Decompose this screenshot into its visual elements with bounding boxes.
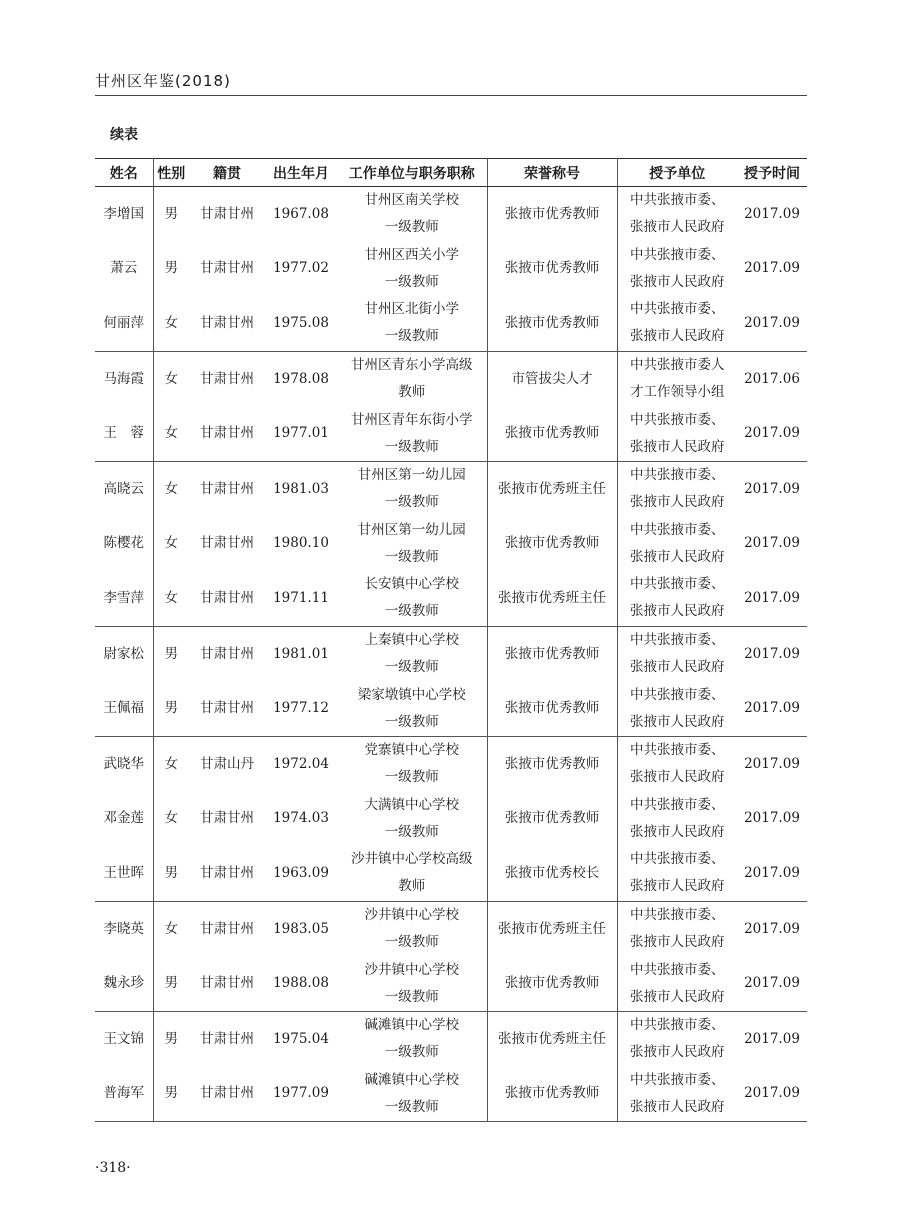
cell-honor: 张掖市优秀教师 xyxy=(487,626,617,681)
cell-grantor xyxy=(617,626,737,681)
column-header: 籍贯 xyxy=(189,159,265,187)
cell-gender: 男 xyxy=(164,864,178,881)
cell-name: 王 蓉 xyxy=(95,406,153,461)
cell-gender: 男 xyxy=(164,205,178,222)
cell-gender: 女 xyxy=(164,314,178,331)
cell-name: 王世晖 xyxy=(95,846,153,901)
header-rule xyxy=(95,95,807,96)
table-row xyxy=(95,736,807,791)
cell-origin: 甘肃甘州 xyxy=(200,314,254,331)
cell-date: 2017.09 xyxy=(737,626,807,681)
cell-gender: 女 xyxy=(153,351,189,406)
cell-origin: 甘肃甘州 xyxy=(189,626,265,681)
cell-work-unit-line: 沙井镇中心学校 xyxy=(364,961,459,978)
cell-grantor-line: 中共张掖市委、 xyxy=(630,851,725,868)
cell-grantor-line: 中共张掖市委人 xyxy=(630,357,725,374)
cell-date: 2017.09 xyxy=(737,1011,807,1066)
column-header: 出生年月 xyxy=(265,159,337,187)
cell-date: 2017.09 xyxy=(737,1067,807,1122)
cell-origin: 甘肃甘州 xyxy=(200,810,254,827)
cell-grantor-line: 中共张掖市委、 xyxy=(630,742,725,759)
cell-work-unit xyxy=(337,626,487,681)
cell-origin: 甘肃甘州 xyxy=(200,260,254,277)
table-row xyxy=(95,956,807,1011)
cell-honor: 张掖市优秀教师 xyxy=(487,187,617,242)
cell-work-unit-line: 一级教师 xyxy=(384,659,439,676)
cell-work-unit-line: 甘州区北街小学 xyxy=(364,301,459,318)
cell-work-unit-line: 甘州区第一幼儿园 xyxy=(357,521,466,538)
cell-date: 2017.09 xyxy=(744,260,800,277)
cell-work-unit-line: 一级教师 xyxy=(384,494,439,511)
cell-work-unit-line: 碱滩镇中心学校 xyxy=(364,1071,459,1088)
cell-grantor-line: 中共张掖市委、 xyxy=(630,907,725,924)
cell-grantor-line: 张掖市人民政府 xyxy=(630,438,725,455)
cell-work-unit xyxy=(337,187,487,242)
cell-work-unit-line: 甘州区西关小学 xyxy=(364,246,459,263)
table-row xyxy=(95,792,807,847)
table-row xyxy=(95,461,807,516)
cell-name: 萧云 xyxy=(95,242,153,297)
cell-work-unit-line: 一级教师 xyxy=(384,713,439,730)
cell-honor: 张掖市优秀班主任 xyxy=(487,1011,617,1066)
table-row xyxy=(95,517,807,572)
cell-name: 陈樱花 xyxy=(95,517,153,572)
cell-grantor-line: 张掖市人民政府 xyxy=(630,659,725,676)
cell-work-unit-line: 一级教师 xyxy=(384,219,439,236)
cell-work-unit xyxy=(337,792,487,847)
cell-work-unit-line: 一级教师 xyxy=(384,1044,439,1061)
cell-gender: 男 xyxy=(164,975,178,992)
cell-name: 王佩福 xyxy=(95,681,153,736)
cell-work-unit xyxy=(337,681,487,736)
cell-work-unit xyxy=(337,242,487,297)
cell-grantor-line: 中共张掖市委、 xyxy=(630,576,725,593)
cell-date: 2017.09 xyxy=(744,425,800,442)
cell-name: 尉家松 xyxy=(95,626,153,681)
cell-honor: 张掖市优秀教师 xyxy=(487,736,617,791)
cell-work-unit-line: 一级教师 xyxy=(384,328,439,345)
cell-birth: 1967.08 xyxy=(273,205,329,222)
cell-work-unit-line: 长安镇中心学校 xyxy=(364,576,459,593)
column-header: 工作单位与职务职称 xyxy=(337,159,487,187)
table-row xyxy=(95,351,807,406)
cell-grantor-line: 中共张掖市委、 xyxy=(630,632,725,649)
cell-birth: 1974.03 xyxy=(273,810,329,827)
cell-work-unit-line: 一级教师 xyxy=(384,548,439,565)
page-number: ·318· xyxy=(95,1160,131,1176)
cell-birth: 1975.04 xyxy=(265,1011,337,1066)
table-row xyxy=(95,681,807,736)
cell-grantor-line: 张掖市人民政府 xyxy=(630,328,725,345)
cell-grantor-line: 张掖市人民政府 xyxy=(630,988,725,1005)
cell-gender: 女 xyxy=(164,425,178,442)
cell-work-unit xyxy=(337,461,487,516)
cell-grantor xyxy=(617,901,737,956)
cell-gender: 男 xyxy=(153,626,189,681)
cell-date: 2017.06 xyxy=(737,351,807,406)
cell-work-unit-line: 教师 xyxy=(398,878,426,895)
table-continued-label: 续表 xyxy=(110,127,138,143)
cell-work-unit-line: 甘州区青年东街小学 xyxy=(351,411,473,428)
cell-grantor xyxy=(617,736,737,791)
cell-honor: 张掖市优秀教师 xyxy=(487,517,617,572)
cell-work-unit-line: 甘州区南关学校 xyxy=(364,192,459,209)
cell-origin: 甘肃甘州 xyxy=(200,425,254,442)
cell-grantor-line: 张掖市人民政府 xyxy=(630,1044,725,1061)
cell-grantor-line: 张掖市人民政府 xyxy=(630,878,725,895)
cell-work-unit xyxy=(337,571,487,626)
cell-grantor-line: 张掖市人民政府 xyxy=(630,219,725,236)
cell-grantor xyxy=(617,792,737,847)
cell-name: 邓金莲 xyxy=(95,792,153,847)
cell-origin: 甘肃甘州 xyxy=(189,901,265,956)
cell-grantor-line: 张掖市人民政府 xyxy=(630,548,725,565)
cell-work-unit-line: 一级教师 xyxy=(384,823,439,840)
cell-work-unit-line: 党寨镇中心学校 xyxy=(364,742,459,759)
honor-table xyxy=(95,158,807,1122)
table-row xyxy=(95,406,807,461)
table-header-row xyxy=(95,159,807,187)
cell-work-unit-line: 梁家墩镇中心学校 xyxy=(357,686,466,703)
cell-grantor-line: 中共张掖市委、 xyxy=(630,246,725,263)
cell-date: 2017.09 xyxy=(744,205,800,222)
cell-grantor-line: 张掖市人民政府 xyxy=(630,769,725,786)
cell-grantor-line: 中共张掖市委、 xyxy=(630,467,725,484)
cell-grantor-line: 中共张掖市委、 xyxy=(630,1017,725,1034)
cell-gender: 男 xyxy=(164,700,178,717)
cell-birth: 1978.08 xyxy=(265,351,337,406)
table-row xyxy=(95,901,807,956)
cell-work-unit-line: 一级教师 xyxy=(384,934,439,951)
cell-work-unit xyxy=(337,846,487,901)
cell-grantor-line: 中共张掖市委、 xyxy=(630,521,725,538)
cell-name: 高晓云 xyxy=(95,461,153,516)
cell-date: 2017.09 xyxy=(744,535,800,552)
cell-name: 王文锦 xyxy=(95,1011,153,1066)
cell-birth: 1977.01 xyxy=(273,425,329,442)
cell-honor: 张掖市优秀教师 xyxy=(487,242,617,297)
column-header: 授予时间 xyxy=(737,159,807,187)
cell-grantor xyxy=(617,956,737,1011)
cell-gender: 女 xyxy=(153,901,189,956)
cell-work-unit xyxy=(337,406,487,461)
cell-birth: 1977.02 xyxy=(273,260,329,277)
cell-grantor xyxy=(617,517,737,572)
cell-name: 马海霞 xyxy=(95,351,153,406)
cell-work-unit-line: 一级教师 xyxy=(384,273,439,290)
cell-birth: 1981.03 xyxy=(265,461,337,516)
column-header: 授予单位 xyxy=(617,159,737,187)
cell-grantor-line: 中共张掖市委、 xyxy=(630,192,725,209)
cell-grantor-line: 张掖市人民政府 xyxy=(630,273,725,290)
table-row xyxy=(95,1067,807,1122)
cell-gender: 男 xyxy=(153,1011,189,1066)
cell-grantor xyxy=(617,461,737,516)
cell-grantor-line: 张掖市人民政府 xyxy=(630,934,725,951)
cell-honor: 张掖市优秀班主任 xyxy=(487,571,617,626)
cell-date: 2017.09 xyxy=(737,736,807,791)
cell-gender: 女 xyxy=(153,736,189,791)
cell-date: 2017.09 xyxy=(737,901,807,956)
cell-birth: 1981.01 xyxy=(265,626,337,681)
cell-origin: 甘肃甘州 xyxy=(200,975,254,992)
cell-grantor-line: 中共张掖市委、 xyxy=(630,301,725,318)
cell-date: 2017.09 xyxy=(744,700,800,717)
cell-origin: 甘肃甘州 xyxy=(189,1067,265,1122)
cell-grantor xyxy=(617,242,737,297)
cell-honor: 张掖市优秀教师 xyxy=(487,1067,617,1122)
cell-grantor-line: 中共张掖市委、 xyxy=(630,411,725,428)
cell-grantor-line: 张掖市人民政府 xyxy=(630,1098,725,1115)
cell-honor: 张掖市优秀教师 xyxy=(487,296,617,351)
cell-work-unit xyxy=(337,296,487,351)
cell-work-unit-line: 上秦镇中心学校 xyxy=(364,632,459,649)
cell-birth: 1988.08 xyxy=(273,975,329,992)
cell-birth: 1972.04 xyxy=(265,736,337,791)
cell-honor: 张掖市优秀教师 xyxy=(487,956,617,1011)
cell-work-unit-line: 甘州区第一幼儿园 xyxy=(357,467,466,484)
column-header: 姓名 xyxy=(95,159,153,187)
cell-work-unit-line: 甘州区青东小学高级 xyxy=(351,357,473,374)
column-header: 性别 xyxy=(153,159,189,187)
cell-origin: 甘肃甘州 xyxy=(200,535,254,552)
cell-grantor xyxy=(617,571,737,626)
cell-honor: 张掖市优秀教师 xyxy=(487,792,617,847)
table-row xyxy=(95,846,807,901)
cell-grantor-line: 中共张掖市委、 xyxy=(630,686,725,703)
cell-honor: 张掖市优秀教师 xyxy=(487,681,617,736)
cell-work-unit xyxy=(337,1067,487,1122)
cell-name: 何丽萍 xyxy=(95,296,153,351)
cell-birth: 1980.10 xyxy=(273,535,329,552)
cell-honor: 张掖市优秀校长 xyxy=(487,846,617,901)
cell-work-unit-line: 碱滩镇中心学校 xyxy=(364,1017,459,1034)
cell-origin: 甘肃甘州 xyxy=(200,589,254,606)
cell-work-unit xyxy=(337,517,487,572)
cell-work-unit xyxy=(337,351,487,406)
cell-grantor-line: 中共张掖市委、 xyxy=(630,1071,725,1088)
cell-origin: 甘肃甘州 xyxy=(200,205,254,222)
cell-origin: 甘肃甘州 xyxy=(189,1011,265,1066)
table-row xyxy=(95,296,807,351)
cell-name: 武晓华 xyxy=(95,736,153,791)
cell-grantor-line: 张掖市人民政府 xyxy=(630,823,725,840)
column-header: 荣誉称号 xyxy=(487,159,617,187)
cell-birth: 1983.05 xyxy=(265,901,337,956)
cell-grantor-line: 张掖市人民政府 xyxy=(630,713,725,730)
cell-gender: 女 xyxy=(153,461,189,516)
table-row xyxy=(95,571,807,626)
cell-name: 李增国 xyxy=(95,187,153,242)
cell-gender: 男 xyxy=(153,1067,189,1122)
cell-origin: 甘肃山丹 xyxy=(189,736,265,791)
table-row xyxy=(95,626,807,681)
cell-work-unit xyxy=(337,1011,487,1066)
cell-work-unit-line: 一级教师 xyxy=(384,988,439,1005)
table-row xyxy=(95,187,807,242)
cell-grantor xyxy=(617,187,737,242)
cell-gender: 女 xyxy=(164,589,178,606)
cell-birth: 1971.11 xyxy=(273,589,329,606)
cell-origin: 甘肃甘州 xyxy=(189,351,265,406)
cell-date: 2017.09 xyxy=(744,810,800,827)
cell-work-unit-line: 沙井镇中心学校高级 xyxy=(351,851,473,868)
cell-name: 普海军 xyxy=(95,1067,153,1122)
cell-origin: 甘肃甘州 xyxy=(200,700,254,717)
cell-date: 2017.09 xyxy=(744,589,800,606)
cell-grantor xyxy=(617,681,737,736)
cell-grantor xyxy=(617,1011,737,1066)
cell-work-unit-line: 一级教师 xyxy=(384,1098,439,1115)
cell-work-unit-line: 教师 xyxy=(398,384,426,401)
cell-date: 2017.09 xyxy=(744,864,800,881)
cell-grantor-line: 张掖市人民政府 xyxy=(630,603,725,620)
cell-birth: 1963.09 xyxy=(273,864,329,881)
cell-birth: 1977.09 xyxy=(265,1067,337,1122)
cell-grantor xyxy=(617,1067,737,1122)
cell-honor: 张掖市优秀班主任 xyxy=(487,901,617,956)
cell-grantor-line: 中共张掖市委、 xyxy=(630,961,725,978)
cell-grantor xyxy=(617,351,737,406)
cell-honor: 市管拔尖人才 xyxy=(487,351,617,406)
table-row xyxy=(95,242,807,297)
cell-work-unit-line: 沙井镇中心学校 xyxy=(364,907,459,924)
cell-work-unit-line: 一级教师 xyxy=(384,603,439,620)
cell-gender: 男 xyxy=(164,260,178,277)
cell-name: 李雪萍 xyxy=(95,571,153,626)
cell-work-unit xyxy=(337,901,487,956)
cell-honor: 张掖市优秀班主任 xyxy=(487,461,617,516)
cell-grantor xyxy=(617,296,737,351)
cell-date: 2017.09 xyxy=(744,314,800,331)
cell-origin: 甘肃甘州 xyxy=(200,864,254,881)
cell-grantor xyxy=(617,846,737,901)
cell-birth: 1975.08 xyxy=(273,314,329,331)
cell-work-unit-line: 一级教师 xyxy=(384,438,439,455)
cell-grantor-line: 中共张掖市委、 xyxy=(630,796,725,813)
cell-work-unit xyxy=(337,956,487,1011)
cell-name: 李晓英 xyxy=(95,901,153,956)
cell-work-unit-line: 大满镇中心学校 xyxy=(364,796,459,813)
cell-honor: 张掖市优秀教师 xyxy=(487,406,617,461)
cell-grantor-line: 才工作领导小组 xyxy=(630,384,725,401)
cell-birth: 1977.12 xyxy=(273,700,329,717)
cell-origin: 甘肃甘州 xyxy=(189,461,265,516)
running-header: 甘州区年鉴(2018) xyxy=(95,72,231,90)
cell-grantor-line: 张掖市人民政府 xyxy=(630,494,725,511)
cell-grantor xyxy=(617,406,737,461)
cell-date: 2017.09 xyxy=(744,975,800,992)
cell-gender: 女 xyxy=(164,810,178,827)
cell-work-unit xyxy=(337,736,487,791)
table-row xyxy=(95,1011,807,1066)
cell-gender: 女 xyxy=(164,535,178,552)
cell-work-unit-line: 一级教师 xyxy=(384,769,439,786)
cell-date: 2017.09 xyxy=(737,461,807,516)
cell-name: 魏永珍 xyxy=(95,956,153,1011)
